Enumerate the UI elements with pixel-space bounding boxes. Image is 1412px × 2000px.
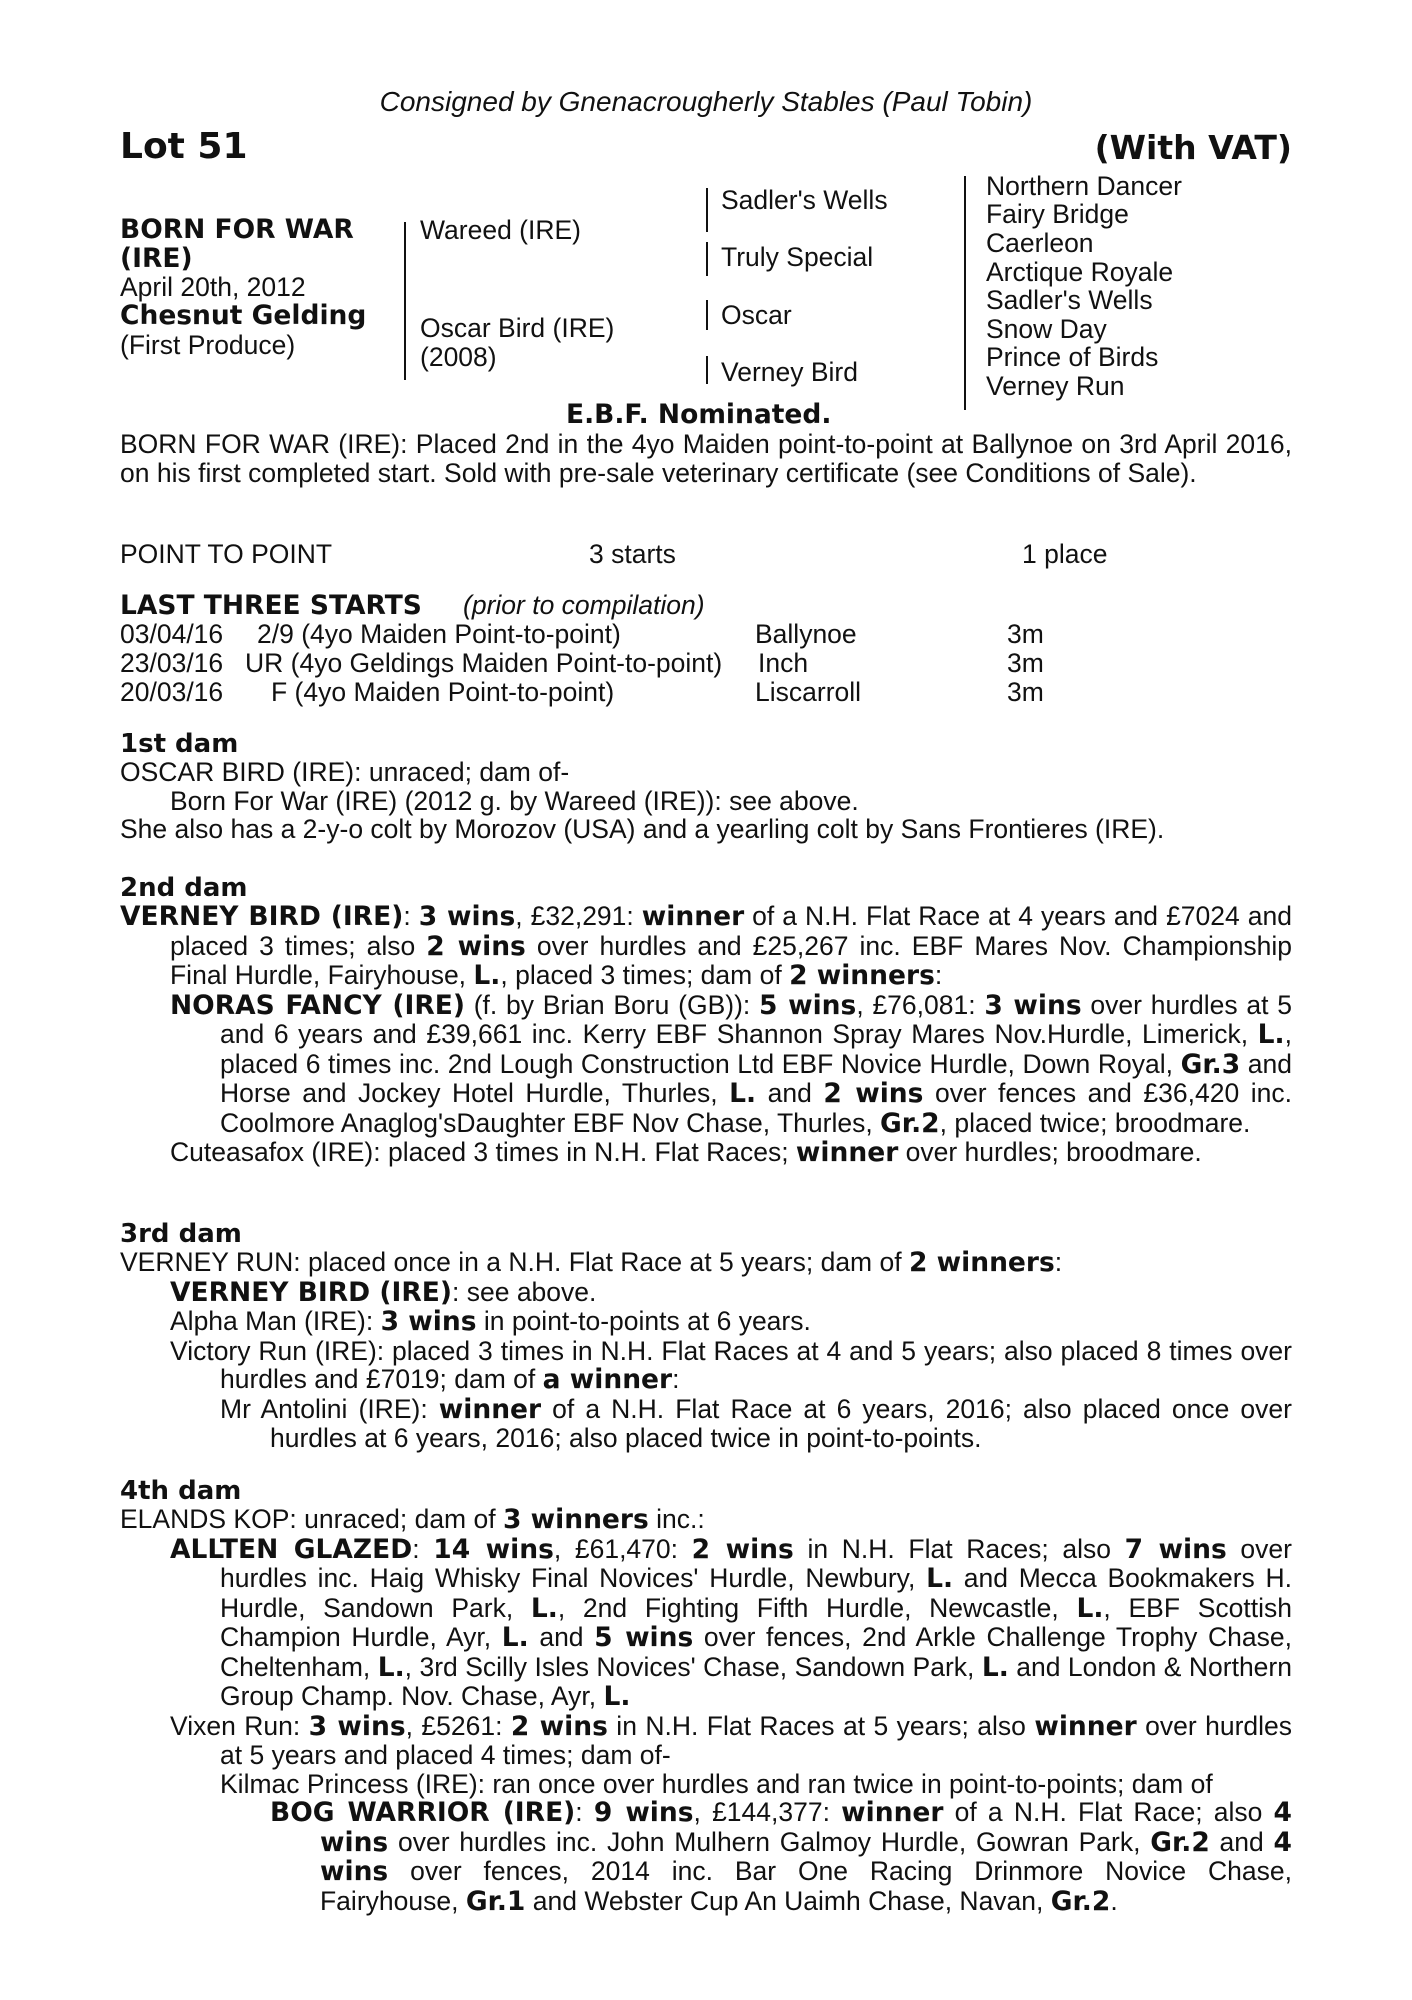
pedigree-gen3: Prince of Birds <box>986 342 1159 372</box>
verney-bird-ref: VERNEY BIRD (IRE): see above. <box>170 1276 597 1308</box>
horse-sex: Chesnut Gelding <box>120 300 367 331</box>
vixen-run-entry: Vixen Run: 3 wins, £5261: 2 wins in N.H. Flat Races at 5 years; also winner over hurdles at 5 years and placed 4 times; dam of- <box>170 1710 1293 1770</box>
verney-run-entry: VERNEY RUN: placed once in a N.H. Flat Race at 5 years; dam of 2 winners: <box>120 1247 1063 1278</box>
dam-year: (2008) <box>420 342 497 372</box>
last-three-subtitle: (prior to compilation) <box>463 590 705 620</box>
third-dam-entry <box>120 1248 1292 1453</box>
pedigree-gen2: Verney Bird <box>721 357 858 387</box>
pedigree-divider <box>706 356 708 384</box>
pedigree-gen3: Verney Run <box>986 371 1125 401</box>
race-course: Inch <box>758 648 809 678</box>
pedigree-gen3: Fairy Bridge <box>986 199 1129 229</box>
elands-kop-entry: ELANDS KOP: unraced; dam of 3 winners inc.: <box>120 1504 705 1535</box>
race-date: 23/03/16 <box>120 648 224 678</box>
mr-antolini-entry: Mr Antolini (IRE): winner of a N.H. Flat Race at 6 years, 2016; also placed once over hurdles at 6 years, 2016; also placed twice in point-to-points. <box>220 1393 1292 1453</box>
pedigree-gen3: Arctique Royale <box>986 257 1174 287</box>
race-distance: 3m <box>1007 648 1044 678</box>
first-dam-heading: 1st dam <box>120 729 239 759</box>
race-description: F (4yo Maiden Point-to-point) <box>271 677 615 707</box>
lot-number: Lot 51 <box>120 126 248 167</box>
pedigree-divider <box>964 176 966 410</box>
pedigree-divider <box>706 300 708 330</box>
race-course: Liscarroll <box>755 677 862 707</box>
race-date: 03/04/16 <box>120 619 224 649</box>
pedigree-gen3: Caerleon <box>986 228 1094 258</box>
consignor-line: Consigned by Gnenacrougherly Stables (Paul Tobin) <box>379 86 1033 117</box>
alpha-man-entry: Alpha Man (IRE): 3 wins in point-to-points at 6 years. <box>170 1306 811 1337</box>
record-label: POINT TO POINT <box>120 539 333 569</box>
race-record <box>120 539 1292 568</box>
third-dam-heading: 3rd dam <box>120 1219 242 1249</box>
race-row <box>120 677 1292 706</box>
allten-glazed-entry: ALLTEN GLAZED: 14 wins, £61,470: 2 wins in N.H. Flat Races; also 7 wins over hurdles inc. Haig Whisky Final Novices' Hurdle, Newbury, L. and Mecca Bookmakers H. Hurdle, Sandown Park, L., 2nd Fighting Fifth Hurdle, Newcastle, L., EBF Scottish Champion Hurdle, Ayr, L. and 5 wins over fences, 2nd Arkle Challenge Trophy Chase, Cheltenham, L., 3rd Scilly Isles Novices' Chase, Sandown Park, L. and London & Northern Group Champ. Nov. Chase, Ayr, L. <box>170 1533 1292 1712</box>
race-row <box>120 648 1292 677</box>
race-row <box>120 619 1292 648</box>
pedigree-gen3: Sadler's Wells <box>986 285 1153 315</box>
dam: Oscar Bird (IRE) <box>420 313 615 343</box>
catalogue-page <box>120 0 1292 2000</box>
produce-note: (First Produce) <box>120 330 296 360</box>
pedigree-gen2: Sadler's Wells <box>721 185 888 215</box>
ebf-nominated: E.B.F. Nominated. <box>566 399 832 430</box>
second-dam-heading: 2nd dam <box>120 873 248 903</box>
record-places: 1 place <box>1022 539 1108 569</box>
vat-label: (With VAT) <box>1094 128 1292 167</box>
sire: Wareed (IRE) <box>420 215 581 245</box>
race-distance: 3m <box>1007 619 1044 649</box>
horse-name-suffix: (IRE) <box>120 243 193 274</box>
pedigree-divider <box>706 242 708 276</box>
pedigree-divider <box>706 188 708 232</box>
foaling-date: April 20th, 2012 <box>120 272 306 302</box>
cuteasafox-entry: Cuteasafox (IRE): placed 3 times in N.H. Flat Races; winner over hurdles; broodmare. <box>170 1137 1202 1168</box>
race-description: 2/9 (4yo Maiden Point-to-point) <box>257 619 621 649</box>
pedigree-gen3: Snow Day <box>986 314 1107 344</box>
second-dam-entry <box>120 902 1292 1168</box>
first-dam-entry: OSCAR BIRD (IRE): unraced; dam of- Born For War (IRE) (2012 g. by Wareed (IRE)): see above. She also has a 2-y-o colt by Morozov (USA) and a yearling colt by Sans Frontieres (IRE). <box>120 757 1165 844</box>
pedigree-divider <box>404 222 406 380</box>
fourth-dam-heading: 4th dam <box>120 1476 242 1506</box>
pedigree-gen3: Northern Dancer <box>986 171 1182 201</box>
pedigree-gen2: Oscar <box>721 300 792 330</box>
race-distance: 3m <box>1007 677 1044 707</box>
horse-name: BORN FOR WAR <box>120 214 354 245</box>
record-starts: 3 starts <box>589 539 676 569</box>
bog-warrior-entry: BOG WARRIOR (IRE): 9 wins, £144,377: winner of a N.H. Flat Race; also 4 wins over hurdles inc. John Mulhern Galmoy Hurdle, Gowran Park, Gr.2 and 4 wins over fences, 2014 inc. Bar One Racing Drinmore Novice Chase, Fairyhouse, Gr.1 and Webster Cup An Uaimh Chase, Navan, Gr.2. <box>270 1797 1292 1917</box>
verney-bird-entry: VERNEY BIRD (IRE): 3 wins, £32,291: winner of a N.H. Flat Race at 4 years and £7024 and placed 3 times; also 2 wins over hurdles and £25,267 inc. EBF Mares Nov. Championship Final Hurdle, Fairyhouse, L., placed 3 times; dam of 2 winners: <box>120 901 1292 991</box>
race-description: UR (4yo Geldings Maiden Point-to-point) <box>245 648 723 678</box>
last-three-heading <box>120 590 1292 619</box>
race-course: Ballynoe <box>755 619 857 649</box>
race-date: 20/03/16 <box>120 677 224 707</box>
last-three-title: LAST THREE STARTS <box>120 590 422 621</box>
kilmac-princess-entry: Kilmac Princess (IRE): ran once over hurdles and ran twice in point-to-points; dam of <box>220 1768 1213 1799</box>
noras-fancy-entry: NORAS FANCY (IRE) (f. by Brian Boru (GB)): 5 wins, £76,081: 3 wins over hurdles at 5 and 6 years and £39,661 inc. Kerry EBF Shannon Spray Mares Nov.Hurdle, Limerick, L., placed 6 times inc. 2nd Lough Construction Ltd EBF Novice Hurdle, Down Royal, Gr.3 and Horse and Jockey Hotel Hurdle, Thurles, L. and 2 wins over fences and £36,420 inc. Coolmore Anaglog'sDaughter EBF Nov Chase, Thurles, Gr.2, placed twice; broodmare. <box>170 989 1292 1139</box>
fourth-dam-entry <box>120 1505 1292 1916</box>
pedigree-gen2: Truly Special <box>721 242 874 272</box>
victory-run-entry: Victory Run (IRE): placed 3 times in N.H. Flat Races at 4 and 5 years; also placed 8 times over hurdles and £7019; dam of a winner: <box>170 1335 1292 1395</box>
horse-summary: BORN FOR WAR (IRE): Placed 2nd in the 4yo Maiden point-to-point at Ballynoe on 3rd April 2016, on his first completed start. Sold with pre-sale veterinary certificate (see Conditions of Sale). <box>120 429 1292 488</box>
